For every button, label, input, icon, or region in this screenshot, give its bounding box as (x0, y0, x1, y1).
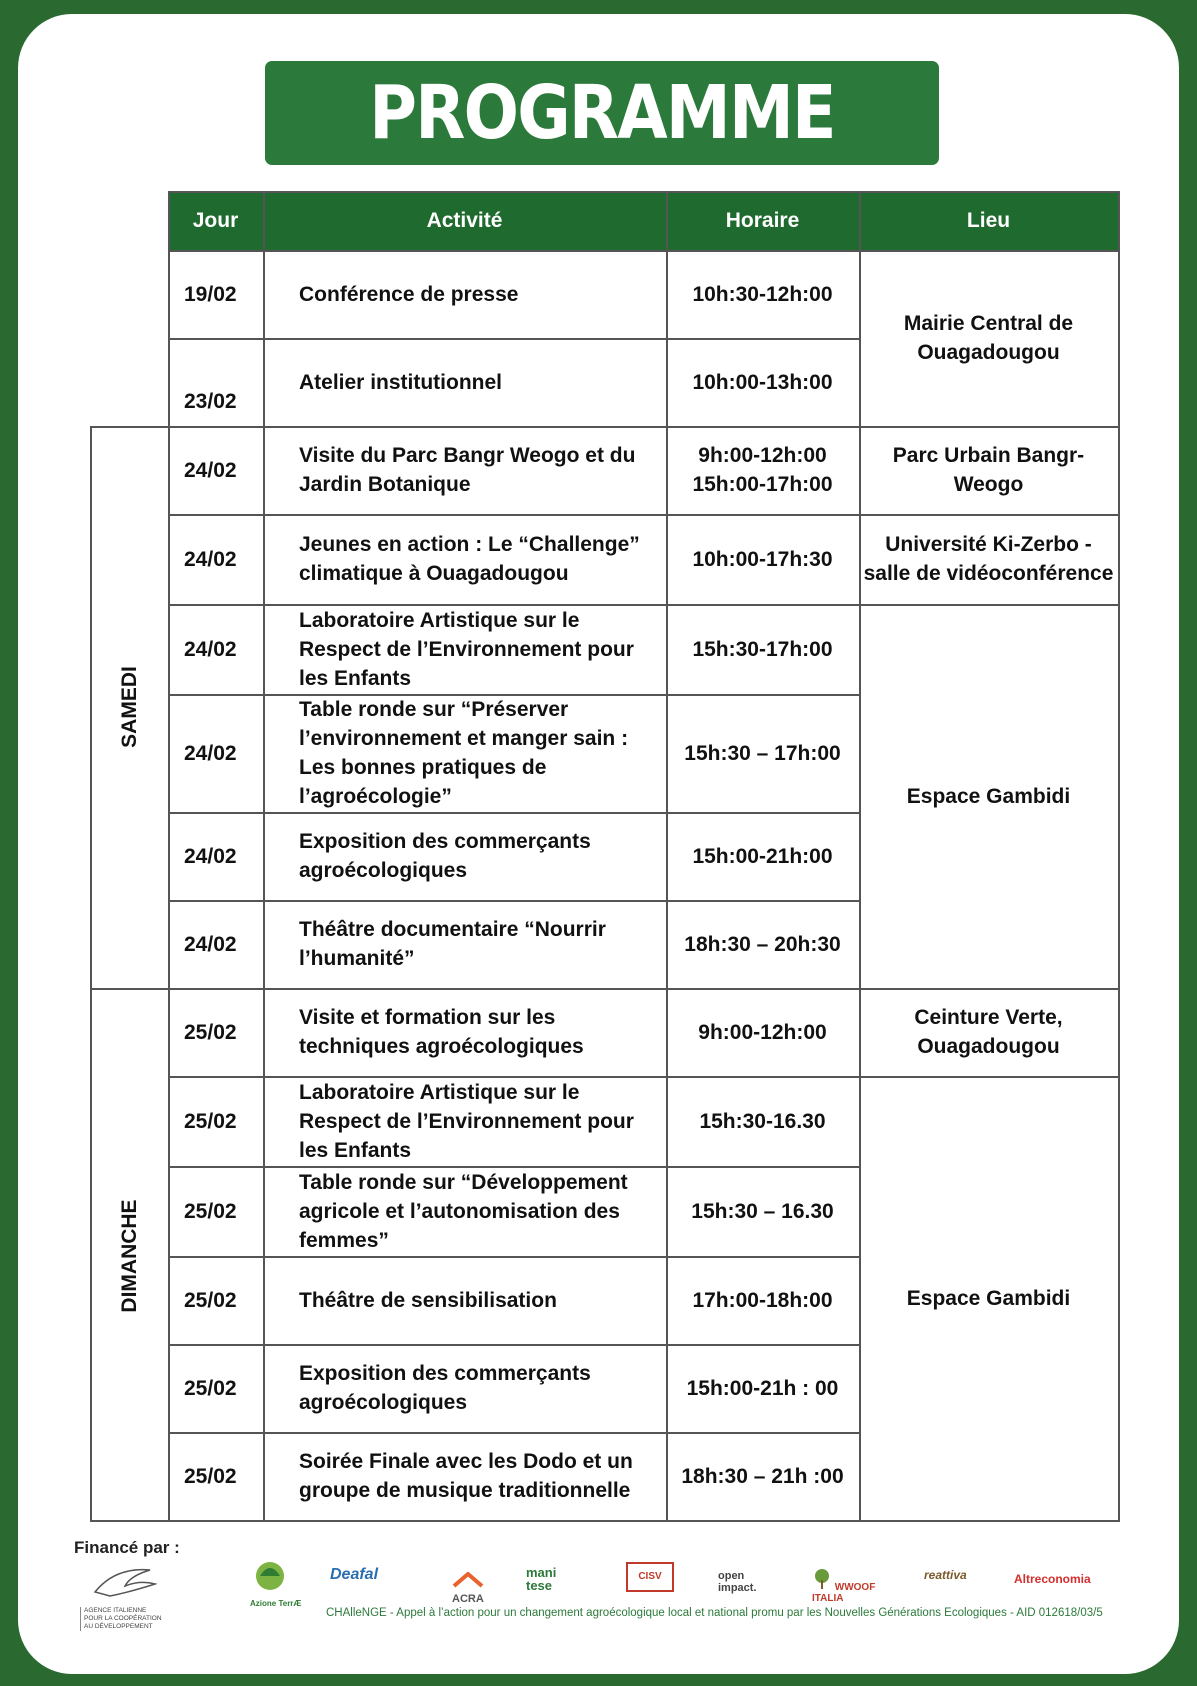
time-cell: 10h:00-17h:30 (692, 547, 833, 571)
activity-cell: Théâtre de sensibilisation (299, 1288, 557, 1312)
lieu-cell: Parc Urbain Bangr-Weogo (892, 444, 1085, 496)
date-cell: 25/02 (184, 1288, 237, 1312)
mani-tese-logo: mani tese (526, 1565, 557, 1593)
time-cell: 9h:00-12h:00 (698, 1020, 827, 1044)
date-cell: 24/02 (184, 932, 237, 956)
activity-cell: Exposition des commerçants agroécologiques (299, 1362, 591, 1414)
time-cell: 15h:30 – 16.30 (691, 1199, 834, 1223)
time-cell: 18h:30 – 21h :00 (681, 1464, 844, 1488)
title-banner (268, 64, 936, 162)
activity-cell: Soirée Finale avec les Dodo et un groupe de musique traditionnelle (299, 1450, 633, 1502)
activity-cell: Laboratoire Artistique sur le Respect de l’Environnement pour les Enfants (299, 608, 634, 690)
date-cell: 25/02 (184, 1464, 237, 1488)
table-rule (168, 191, 1118, 193)
header-activite: Activité (426, 209, 503, 232)
open-impact-logo: open impact. (718, 1570, 757, 1594)
table-rule (1118, 191, 1120, 1522)
globe-icon (250, 1556, 290, 1596)
aics-text: AGENCE ITALIENNE POUR LA COOPÉRATION AU DÉVELOPPEMENT (80, 1607, 164, 1631)
time-cell: 15h:30-16.30 (699, 1109, 826, 1133)
activity-cell: Laboratoire Artistique sur le Respect de l’Environnement pour les Enfants (299, 1080, 634, 1162)
time-cell: 15h:00-21h:00 (692, 844, 833, 868)
header-horaire: Horaire (725, 209, 800, 232)
aics-logo (80, 1562, 170, 1632)
time-cell: 17h:00-18h:00 (692, 1288, 833, 1312)
table-rule (90, 1520, 168, 1522)
time-cell: 10h:30-12h:00 (692, 282, 833, 306)
day-label-dimanche: DIMANCHE (118, 1199, 141, 1313)
date-cell: 24/02 (184, 458, 237, 482)
time-cell: 15h:30 – 17h:00 (684, 741, 841, 765)
activity-cell: Atelier institutionnel (299, 370, 503, 394)
deafal-logo: Deafal (330, 1566, 379, 1583)
header-jour: Jour (192, 209, 239, 232)
footnote: CHAlleNGE - Appel à l’action pour un changement agroécologique local et national promu par les Nouvelles Générations Ecologiques - AID 012618/03/5 (326, 1607, 1103, 1619)
activity-cell: Jeunes en action : Le “Challenge” climatique à Ouagadougou (299, 533, 640, 585)
lieu-cell: Espace Gambidi (906, 784, 1071, 808)
activity-cell: Conférence de presse (299, 282, 519, 306)
lieu-cell: Espace Gambidi (906, 1286, 1071, 1310)
time-cell: 18h:30 – 20h:30 (684, 932, 841, 956)
altreconomia-logo: Altreconomia (1014, 1572, 1091, 1586)
activity-cell: Visite du Parc Bangr Weogo et du Jardin Botanique (299, 444, 636, 496)
wwoof-logo: WWOOF ITALIA (812, 1568, 888, 1604)
table-rule (859, 1520, 1118, 1522)
tree-icon (812, 1568, 832, 1590)
time-cell: 15h:30-17h:00 (692, 637, 833, 661)
activity-cell: Théâtre documentaire “Nourrir l’humanité” (299, 918, 606, 970)
time-cell: 9h:00-12h:00 15h:00-17h:00 (692, 444, 833, 496)
time-cell: 10h:00-13h:00 (692, 370, 833, 394)
lieu-cell: Mairie Central de Ouagadougou (903, 312, 1074, 364)
date-cell: 25/02 (184, 1109, 237, 1133)
page-title: PROGRAMME (369, 70, 835, 156)
dove-icon (80, 1562, 170, 1602)
date-cell: 24/02 (184, 741, 237, 765)
lieu-cell: Université Ki-Zerbo - salle de vidéoconférence (863, 533, 1114, 585)
activity-cell: Table ronde sur “Préserver l’environnement et manger sain : Les bonnes pratiques de l’agroécologie” (299, 698, 629, 808)
table-rule (90, 426, 168, 428)
cisv-logo: CISV (626, 1562, 674, 1592)
date-cell: 24/02 (184, 547, 237, 571)
time-cell: 15h:00-21h : 00 (686, 1376, 839, 1400)
azione-terrae-logo: Azione TerrÆ (250, 1556, 314, 1626)
reattiva-logo: reattiva (924, 1568, 967, 1582)
table-rule (90, 988, 168, 990)
date-cell: 25/02 (184, 1199, 237, 1223)
day-label-samedi: SAMEDI (118, 666, 141, 748)
finance-label: Financé par : (74, 1538, 180, 1557)
header-lieu: Lieu (966, 209, 1011, 232)
date-cell: 24/02 (184, 637, 237, 661)
date-cell: 19/02 (184, 282, 237, 306)
acra-mark-icon (452, 1572, 486, 1590)
activity-cell: Visite et formation sur les techniques agroécologiques (299, 1006, 584, 1058)
lieu-cell: Ceinture Verte, Ouagadougou (914, 1006, 1063, 1058)
table-rule (168, 1520, 859, 1522)
activity-cell: Table ronde sur “Développement agricole et l’autonomisation des femmes” (299, 1170, 628, 1252)
date-cell: 24/02 (184, 844, 237, 868)
table-rule (90, 426, 92, 1522)
date-cell: 25/02 (184, 1020, 237, 1044)
date-cell: 25/02 (184, 1376, 237, 1400)
acra-logo: ACRA (452, 1572, 486, 1605)
activity-cell: Exposition des commerçants agroécologiques (299, 830, 591, 882)
date-cell: 23/02 (184, 390, 237, 413)
